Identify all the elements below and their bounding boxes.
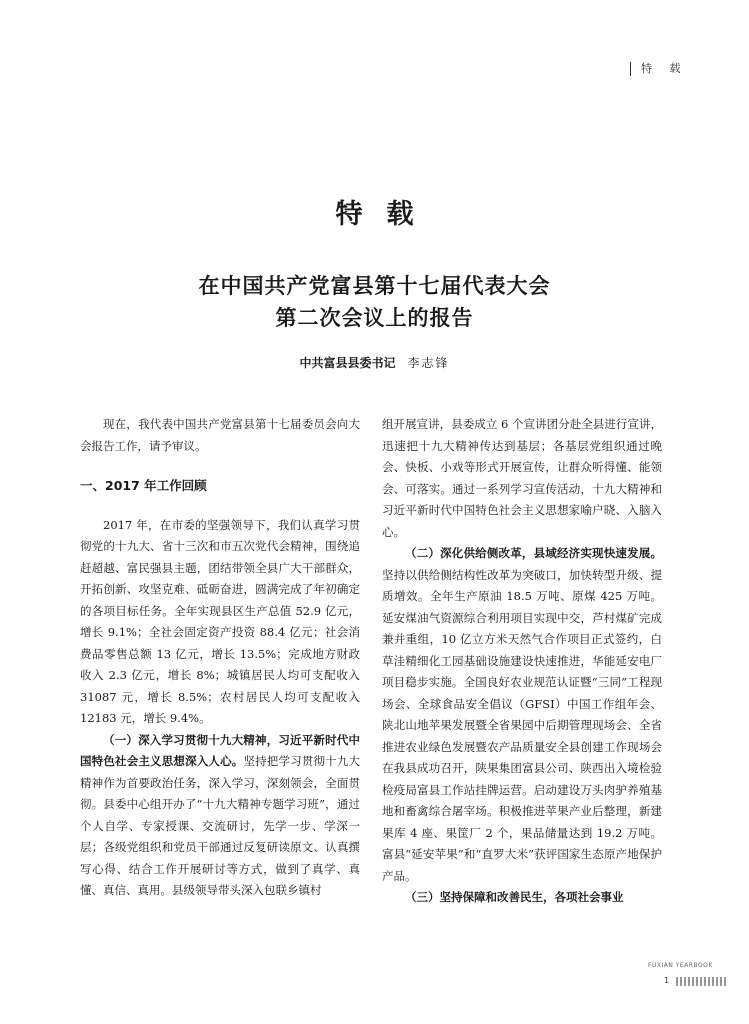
left-column [80,414,360,902]
subsection-3-title: （三）坚持保障和改善民生，各项社会事业 [405,890,624,904]
page-number: 1 [664,976,670,985]
report-title-line2: 第二次会议上的报告 [275,305,474,330]
subsection-1-paragraph [80,730,360,902]
subsection-1-title: （一）深入学习贯彻十九大精神，习近平新时代中国特色社会主义思想深入人心。 [80,732,360,768]
heading-2017-review: 一、2017 年工作回顾 [80,478,207,493]
section-heading: 特载 [335,199,438,230]
byline-name: 李志锋 [407,356,450,370]
subsection-2-title: （二）深化供给侧改革，县域经济实现快速发展。 [405,546,662,560]
footer-bar-decoration [676,977,728,986]
report-title-line1: 在中国共产党富县第十七届代表大会 [198,273,551,298]
header-section-label: 特 载 [630,62,688,76]
intro-paragraph: 现在，我代表中国共产党富县第十七届委员会向大会报告工作，请予审议。 [80,417,360,453]
review-paragraph: 2017 年，在市委的坚强领导下，我们认真学习贯彻党的十九大、省十三次和市五次党代会精神，围绕追赶超越、富民强县主题，团结带领全县广大干部群众，开拓创新、攻坚克难、砥砺奋进，圆满完成了年初确定的各项目标任务。全年实现县区生产总值 52.9 亿元，增长 9.1%；全社会固定资产投资 88.4 亿元；社会消费品零售总额 13 亿元，增长 13.5%；完成地方财政收入 2.3 亿元，增长 8%；城镇居民人均可支配收入 31087 元，增长 8.5%；农村居民人均可支配收入 12183 元，增长 9.4%。 [80,517,360,725]
subsection-2-paragraph [382,543,662,887]
page-footer [648,962,728,1002]
right-column [382,414,662,909]
continued-paragraph: 组开展宣讲，县委成立 6 个宣讲团分赴全县进行宣讲，迅速把十九大精神传达到基层；各基层党组织通过晚会、快板、小戏等形式开展宣传，让群众听得懂、能领会、可落实。通过一系列学习宣传活动，十九大精神和习近平新时代中国特色社会主义思想家喻户晓、入脑入心。 [382,417,662,539]
byline-org: 中共富县县委书记 [299,356,396,370]
subsection-1-text: 坚持把学习贯彻十九大精神作为首要政治任务，深入学习，深刻领会，全面贯彻。县委中心组开办了“十九大精神专题学习班”，通过个人自学、专家授课、交流研讨，先学一步、学深一层；各级党组织和党员干部通过反复研读原文、认真撰写心得、结合工作开展研讨等方式，做到了真学、真懂、真信、真用。县级领导带头深入包联乡镇村 [80,754,361,897]
subsection-3-paragraph [382,887,662,909]
yearbook-mark: FUXIAN YEARBOOK [648,962,713,969]
subsection-2-text: 坚持以供给侧结构性改革为突破口，加快转型升级、提质增效。全年生产原油 18.5 万吨、原煤 425 万吨。延安煤油气资源综合利用项目实现中交，芦村煤矿完成兼并重组，10 亿立方米天然气合作项目正式签约，白草洼精细化工园基础设施建设快速推进，华能延安电厂项目稳步实施。全国良好农业规范认证暨“三同”工程现场会、全球食品安全倡议（GFSI）中国工作组年会、陕北山地苹果发展暨全省果园中后期管理现场会、全省推进农业绿色发展暨农产品质量安全县创建工作现场会在我县成功召开，陕果集团富县公司、陕西出入境检验检疫局富县工作站挂牌运营。启动建设万头肉驴养殖基地和畜禽综合屠宰场。积极推进苹果产业后整理，新建果库 4 座、果筐厂 2 个，果品储量达到 19.2 万吨。富县“延安苹果”和“直罗大米”获评国家生态原产地保护产品。 [382,567,662,883]
byline [0,354,749,371]
